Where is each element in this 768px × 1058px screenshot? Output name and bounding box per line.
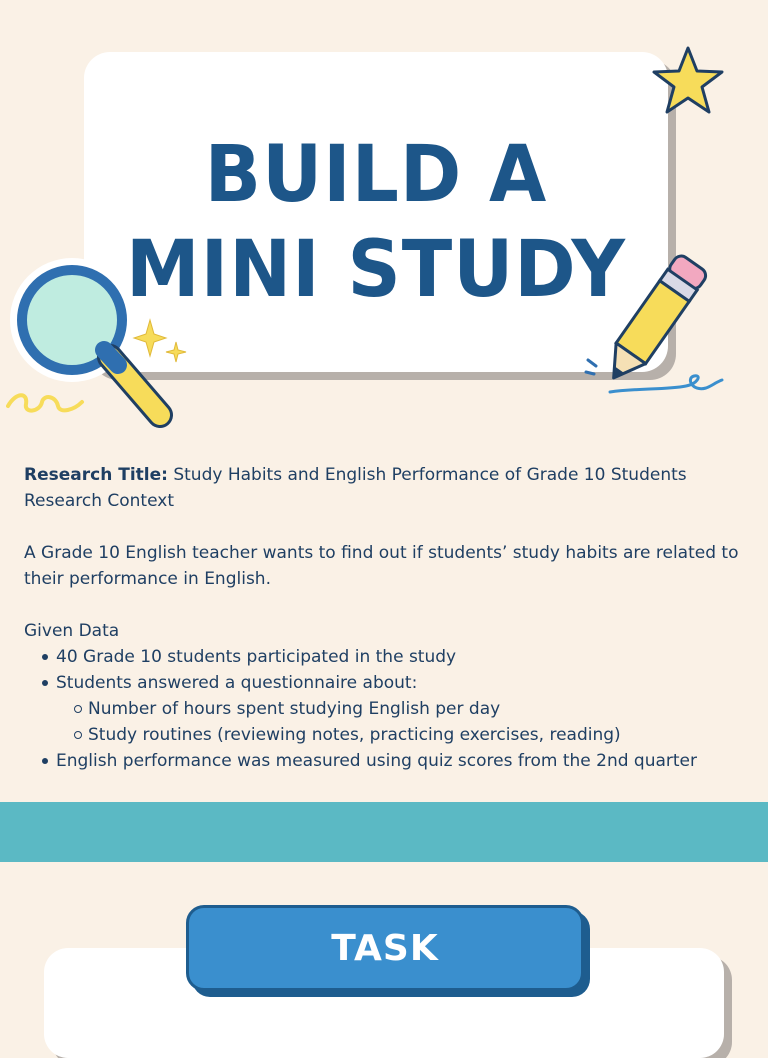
- squiggle-icon: [606, 370, 726, 400]
- title-line-2: MINI STUDY: [126, 224, 626, 316]
- given-data-heading: Given Data: [24, 621, 120, 641]
- research-title-value: Study Habits and English Performance of Grade 10 Students: [173, 465, 687, 485]
- task-button[interactable]: TASK: [186, 905, 584, 991]
- list-item: English performance was measured using quiz scores from the 2nd quarter: [56, 748, 752, 774]
- sparkle-icon: [132, 318, 192, 370]
- research-title-line: [24, 462, 752, 488]
- questionnaire-sublist: [56, 696, 752, 748]
- list-item: 40 Grade 10 students participated in the study: [56, 644, 752, 670]
- title-line-1: BUILD A: [204, 128, 548, 220]
- research-title-label: Research Title:: [24, 465, 168, 485]
- list-item-text: Students answered a questionnaire about:: [56, 673, 418, 693]
- given-data-list: [24, 644, 752, 774]
- section-divider-band: [0, 802, 768, 862]
- list-item: [56, 670, 752, 748]
- squiggle-icon: [6, 388, 86, 418]
- sub-list-item: Number of hours spent studying English per day: [88, 696, 752, 722]
- research-content: [24, 462, 752, 774]
- sub-list-item: Study routines (reviewing notes, practicing exercises, reading): [88, 722, 752, 748]
- research-context-text: A Grade 10 English teacher wants to find out if students’ study habits are related to their performance in English.: [24, 543, 739, 589]
- star-icon: [648, 42, 728, 122]
- research-context-heading: Research Context: [24, 491, 174, 511]
